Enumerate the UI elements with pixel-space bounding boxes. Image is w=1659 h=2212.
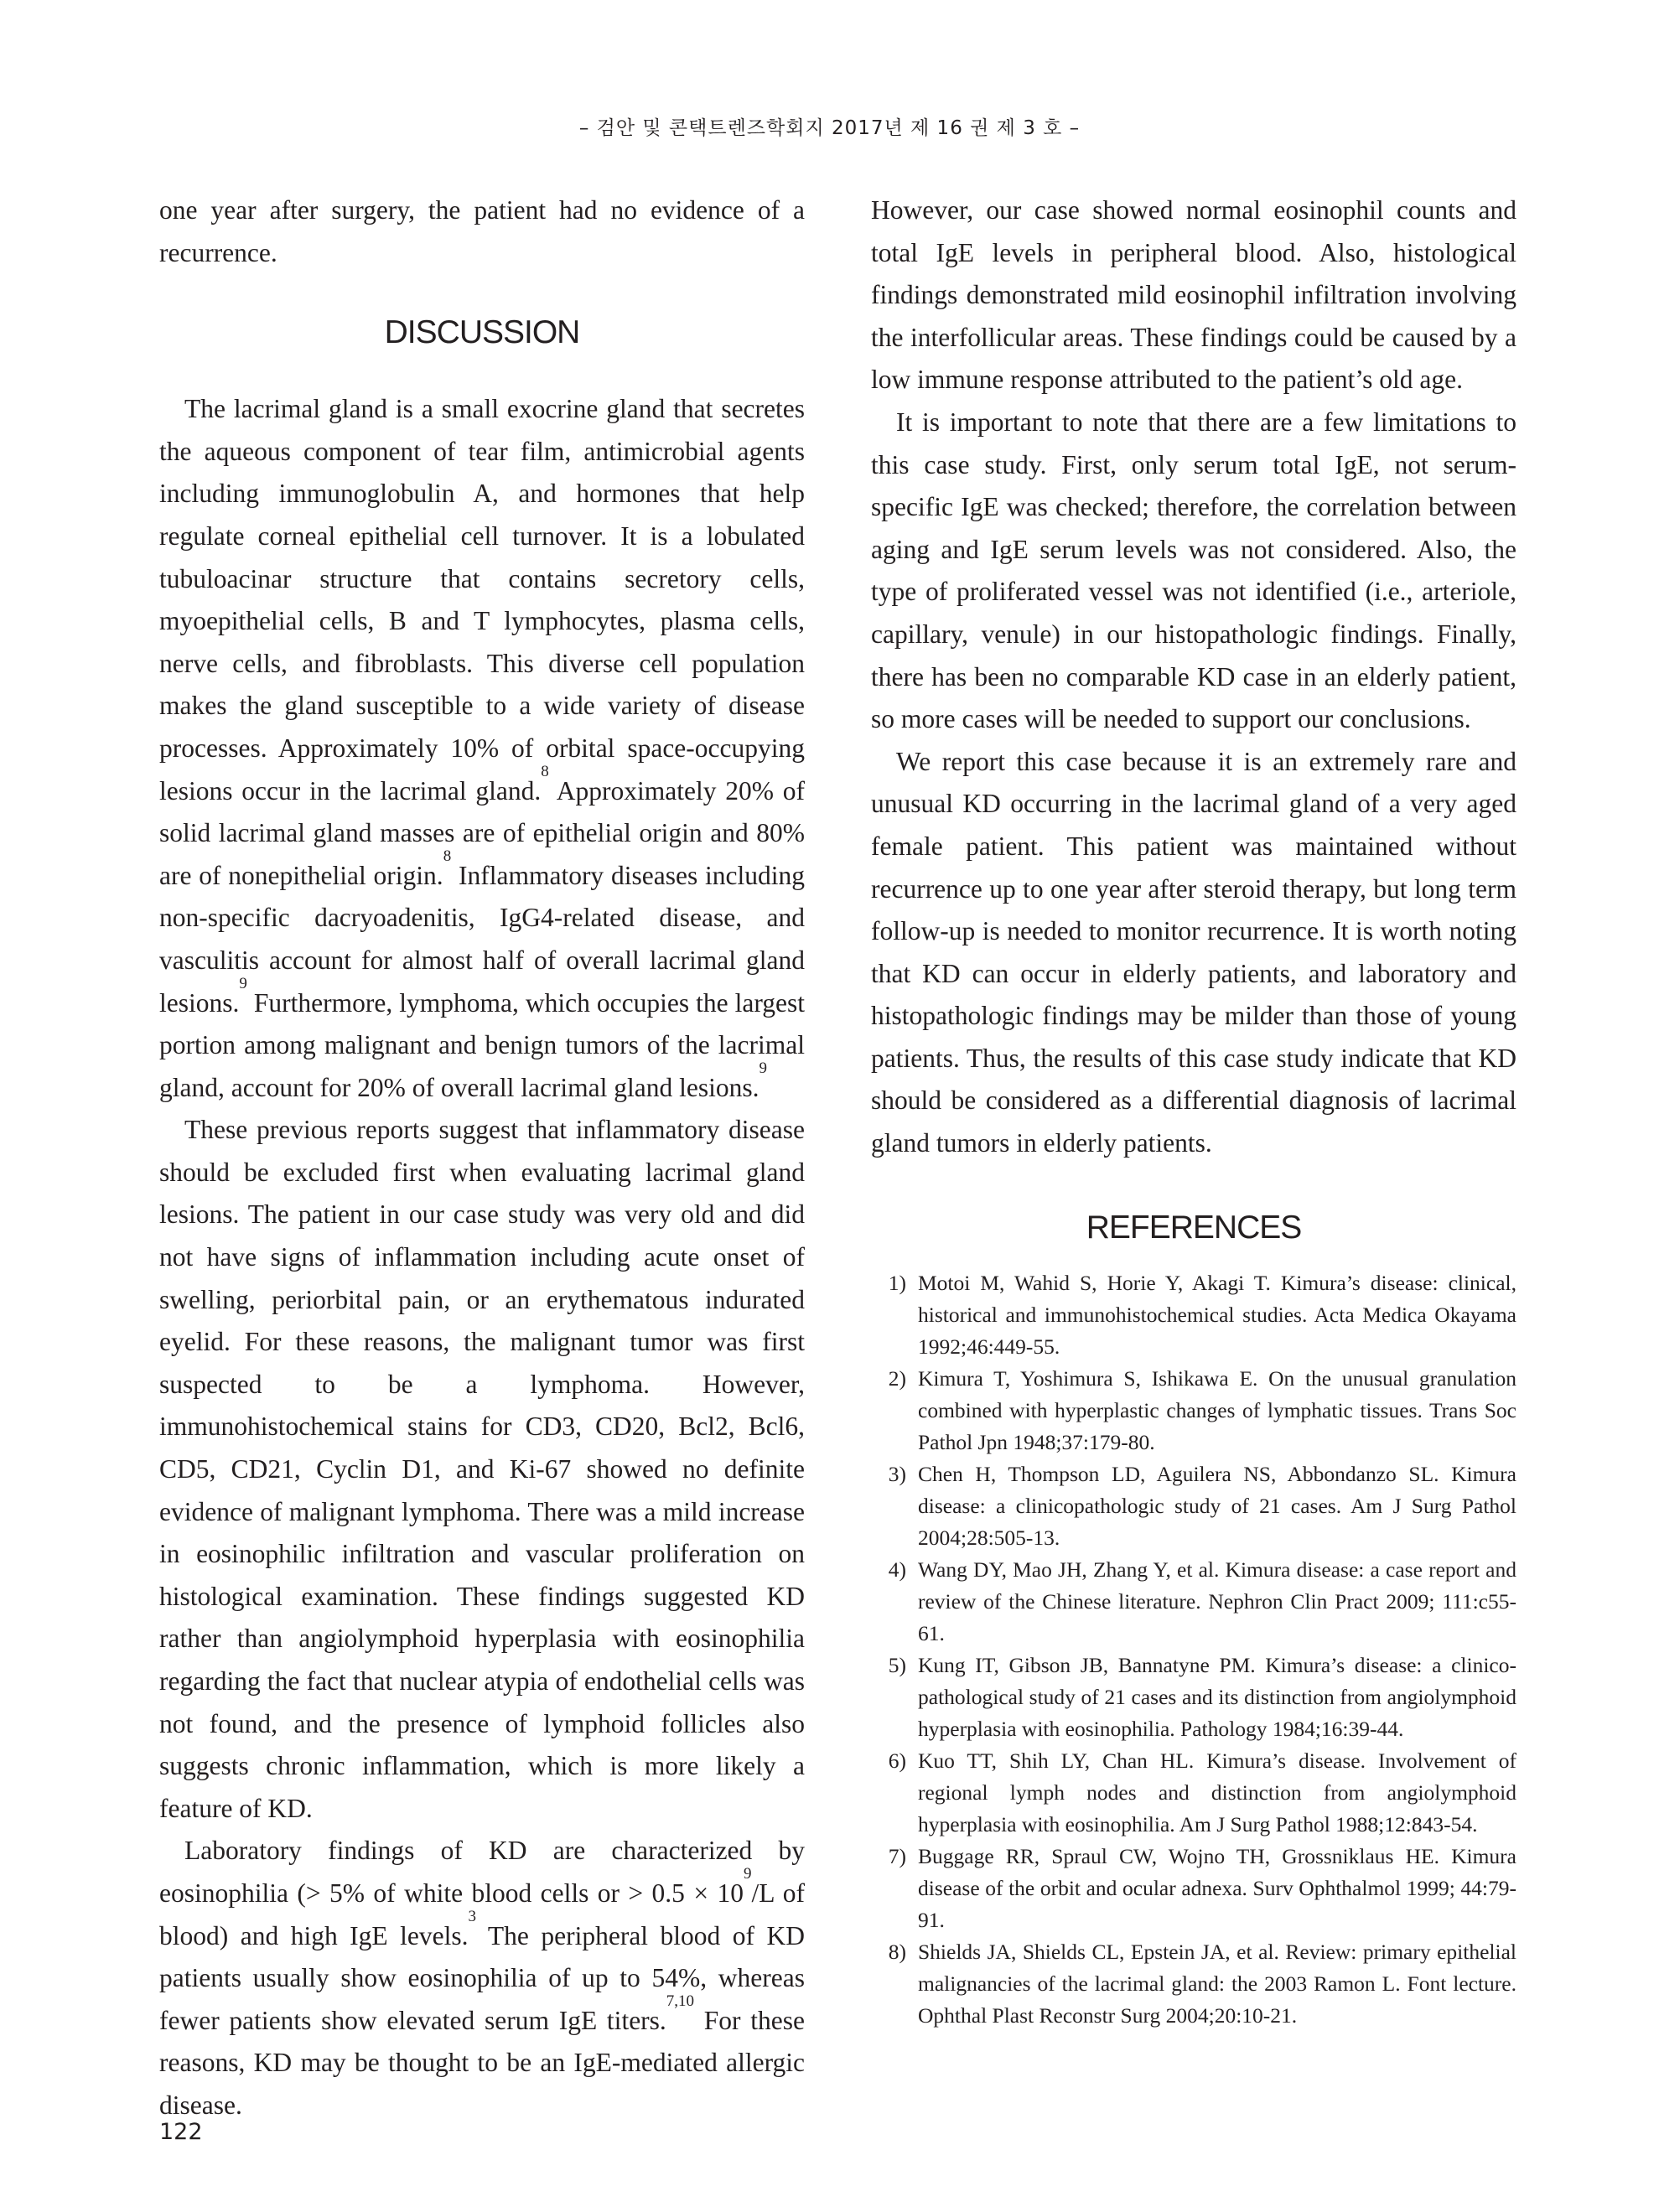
reference-text: Wang DY, Mao JH, Zhang Y, et al. Kimura disease: a case report and review of the Chinese literature. Nephron Clin Pract 2009; 111:c55-61. <box>918 1557 1516 1645</box>
reference-text: Buggage RR, Spraul CW, Wojno TH, Grossniklaus HE. Kimura disease of the orbit and ocular adnexa. Surv Ophthalmol 1999; 44:79-91. <box>918 1843 1516 1932</box>
text-run: The lacrimal gland is a small exocrine gland that secretes the aqueous component of tear film, antimicrobial agents including immunoglobulin A, and hormones that help regulate corneal epithelial cell turnover. It is a lobulated tubuloacinar structure that contains secretory cells, myoepithelial cells, B and T lymphocytes, plasma cells, nerve cells, and fibroblasts. This diverse cell population makes the gland susceptible to a wide variety of disease processes. Approximately 10% of orbital space-occupying lesions occur in the lacrimal gland. <box>159 394 805 806</box>
text-run: The peripheral blood of KD patients usually show eosinophilia of up to 54%, whereas fewer patients show elevated serum IgE titers. <box>159 1920 805 2035</box>
citation-ref: 8 <box>443 847 452 865</box>
discussion-paragraph-6: We report this case because it is an extremely rare and unusual KD occurring in the lacrimal gland of a very aged female patient. This patient was maintained without recurrence up to one year after steroid therapy, but long term follow-up is needed to monitor recurrence. It is worth noting that KD can occur in elderly patients, and laboratory and histopathologic findings may be milder than those of young patients. Thus, the results of this case study indicate that KD should be considered as a differential diagnosis of lacrimal gland tumors in elderly patients. <box>871 746 1516 1158</box>
left-column <box>159 189 805 2127</box>
reference-text: Motoi M, Wahid S, Horie Y, Akagi T. Kimura’s disease: clinical, historical and immunohistochemical studies. Acta Medica Okayama 1992;46:449-55. <box>918 1270 1516 1359</box>
reference-text: Shields JA, Shields CL, Epstein JA, et al. Review: primary epithelial malignancies of the lacrimal gland: the 2003 Ramon L. Font lecture. Ophthal Plast Reconstr Surg 2004;20:10-21. <box>918 1939 1516 2028</box>
references-heading: REFERENCES <box>1086 1209 1302 1246</box>
text-run: Laboratory findings of KD are characterized by eosinophilia (> 5% of white blood cells or > 0.5 × 10 <box>159 1836 805 1908</box>
text-run: For these reasons, KD may be thought to be an IgE-mediated allergic disease. <box>159 2005 805 2120</box>
citation-ref: 8 <box>541 762 549 780</box>
reference-item <box>871 1650 1516 1745</box>
reference-item <box>871 1745 1516 1841</box>
reference-number: 8) <box>888 1939 906 1964</box>
discussion-heading: DISCUSSION <box>384 314 580 351</box>
reference-text: Kimura T, Yoshimura S, Ishikawa E. On the unusual granulation combined with hyperplastic changes of lymphatic tissues. Trans Soc Pathol Jpn 1948;37:179-80. <box>918 1365 1516 1454</box>
citation-ref: 9 <box>239 974 247 992</box>
reference-item <box>871 1841 1516 1936</box>
page-number: 122 <box>159 2119 203 2145</box>
right-column <box>871 189 1516 2032</box>
intro-paragraph: one year after surgery, the patient had no evidence of a recurrence. <box>159 195 805 267</box>
exponent: 9 <box>744 1864 752 1883</box>
text-run: Inflammatory diseases including non-specific dacryoadenitis, IgG4-related disease, and vasculitis account for almost half of overall lacrimal gland lesions. <box>159 860 805 1018</box>
reference-number: 1) <box>888 1270 906 1295</box>
text-run: /L of blood) and high IgE levels. <box>159 1878 805 1950</box>
reference-list <box>871 1267 1516 2032</box>
citation-ref: 3 <box>468 1907 476 1925</box>
reference-item <box>871 1554 1516 1650</box>
reference-item <box>871 1267 1516 1363</box>
discussion-paragraph-3 <box>159 1830 805 2127</box>
discussion-paragraph-4: However, our case showed normal eosinophil counts and total IgE levels in peripheral blood. Also, histological findings demonstrated mild eosinophil infiltration involving the interfollicular areas. These findings could be caused by a low immune response attributed to the patient’s old age. <box>871 195 1516 395</box>
discussion-paragraph-5: It is important to note that there are a few limitations to this case study. First, only serum total IgE, not serum-specific IgE was checked; therefore, the correlation between aging and IgE serum levels was not considered. Also, the type of proliferated vessel was not identified (i.e., arteriole, capillary, venule) in our histopathologic findings. Finally, there has been no comparable KD case in an elderly patient, so more cases will be needed to support our conclusions. <box>871 407 1516 734</box>
reference-number: 5) <box>888 1652 906 1677</box>
discussion-paragraph-1 <box>159 388 805 1109</box>
citation-ref: 9 <box>759 1059 768 1077</box>
reference-item <box>871 1458 1516 1554</box>
reference-text: Kuo TT, Shih LY, Chan HL. Kimura’s disease. Involvement of regional lymph nodes and distinction from angiolymphoid hyperplasia with eosinophilia. Am J Surg Pathol 1988;12:843-54. <box>918 1748 1516 1836</box>
running-header: – 검안 및 콘택트렌즈학회지 2017년 제 16 권 제 3 호 – <box>578 117 1081 139</box>
reference-item <box>871 1363 1516 1458</box>
citation-ref: 7,10 <box>666 1992 695 2010</box>
reference-number: 7) <box>888 1843 906 1868</box>
reference-text: Chen H, Thompson LD, Aguilera NS, Abbondanzo SL. Kimura disease: a clinicopathologic study of 21 cases. Am J Surg Pathol 2004;28:505-13. <box>918 1461 1516 1550</box>
discussion-paragraph-2: These previous reports suggest that inflammatory disease should be excluded first when evaluating lacrimal gland lesions. The patient in our case study was very old and did not have signs of inflammation including acute onset of swelling, periorbital pain, or an erythematous indurated eyelid. For these reasons, the malignant tumor was first suspected to be a lymphoma. However, immunohistochemical stains for CD3, CD20, Bcl2, Bcl6, CD5, CD21, Cyclin D1, and Ki-67 showed no definite evidence of malignant lymphoma. There was a mild increase in eosinophilic infiltration and vascular proliferation on histological examination. These findings suggested KD rather than angiolymphoid hyperplasia with eosinophilia regarding the fact that nuclear atypia of endothelial cells was not found, and the presence of lymphoid follicles also suggests chronic inflammation, which is more likely a feature of KD. <box>159 1115 805 1823</box>
reference-number: 4) <box>888 1557 906 1582</box>
text-run: Furthermore, lymphoma, which occupies the largest portion among malignant and benign tumors of the lacrimal gland, account for 20% of overall lacrimal gland lesions. <box>159 987 805 1102</box>
reference-number: 2) <box>888 1365 906 1391</box>
reference-number: 3) <box>888 1461 906 1486</box>
reference-text: Kung IT, Gibson JB, Bannatyne PM. Kimura’s disease: a clinico-pathological study of 21 cases and its distinction from angiolymphoid hyperplasia with eosinophilia. Pathology 1984;16:39-44. <box>918 1652 1516 1741</box>
reference-item <box>871 1936 1516 2032</box>
reference-number: 6) <box>888 1748 906 1773</box>
text-run: Approximately 20% of solid lacrimal gland masses are of epithelial origin and 80% are of nonepithelial origin. <box>159 775 805 890</box>
